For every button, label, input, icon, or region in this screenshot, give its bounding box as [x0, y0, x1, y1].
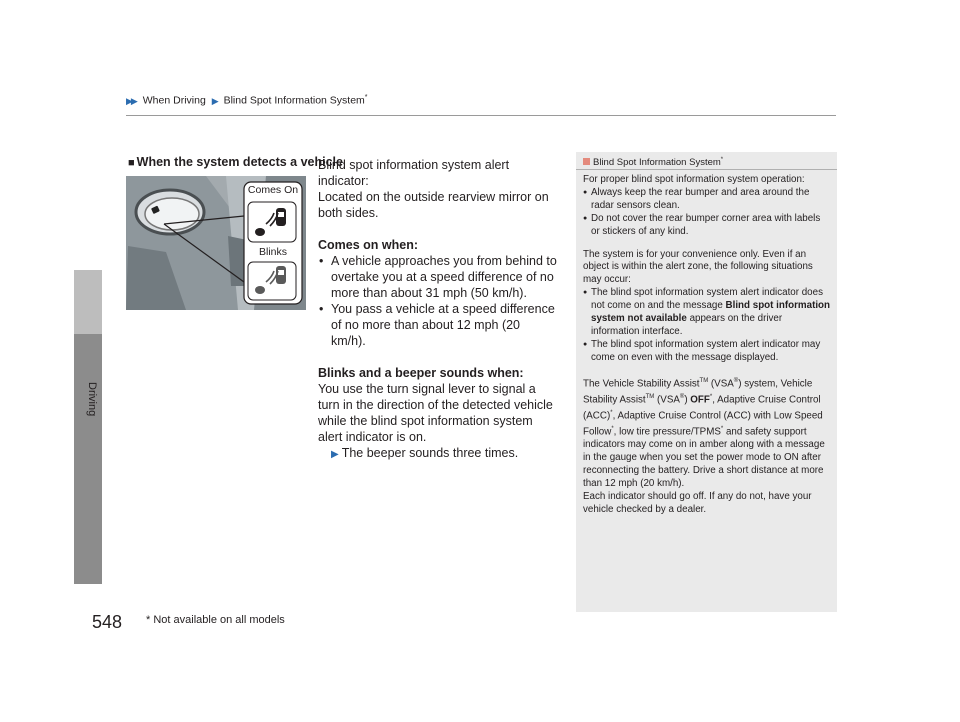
comes-on-label: Comes On	[247, 184, 299, 196]
note-bullet: ● Always keep the rear bumper and area around the radar sensors clean.	[583, 187, 831, 213]
note-panel-title	[583, 157, 723, 168]
breadcrumb-item-when-driving[interactable]: When Driving	[142, 94, 206, 107]
heading-text: When the system detects a vehicle	[136, 155, 343, 169]
section-heading	[128, 155, 343, 169]
availability-mark: *	[364, 94, 368, 101]
side-tab-text: Driving	[86, 382, 98, 417]
arrow-icon: ▶	[331, 449, 339, 460]
breadcrumb-arrow-icon: ▶	[211, 95, 217, 106]
bullet-item: • A vehicle approaches you from behind to overtake you at a speed difference of no more than about 31 mph (50 km/h).	[318, 253, 558, 301]
reference-icon	[583, 158, 590, 165]
breadcrumb	[126, 94, 368, 107]
breadcrumb-item-blind-spot[interactable]: Blind Spot Information System	[223, 94, 365, 107]
blinks-label: Blinks	[258, 246, 287, 258]
note-title-text: Blind Spot Information System	[593, 157, 721, 169]
note-final: Each indicator should go off. If any do not, have your vehicle checked by a dealer.	[583, 491, 812, 515]
mirror-indicator-figure	[126, 176, 306, 310]
note-convenience: The system is for your convenience only. Even if an object is within the alert zone, the following situations may occur:	[583, 248, 813, 286]
main-text	[318, 157, 558, 463]
mirror-illustration	[126, 176, 306, 310]
beeper-note-text: The beeper sounds three times.	[341, 446, 519, 460]
availability-mark: *	[720, 157, 724, 163]
note-panel-text	[583, 174, 831, 517]
side-tab	[74, 334, 102, 584]
beeper-note	[318, 445, 558, 463]
intro-line-1: Blind spot information system alert indicator:	[318, 158, 510, 188]
heading-square-icon: ■	[128, 157, 135, 169]
note-situation-2: ● The blind spot information system alert indicator may come on even with the message displayed.	[583, 339, 831, 365]
note-panel-rule	[576, 169, 837, 170]
intro-line-2: Located on the outside rearview mirror on both sides.	[318, 190, 549, 220]
note-op-intro: For proper blind spot information system operation:	[583, 174, 805, 185]
header-rule	[126, 115, 836, 116]
side-tab-upper	[74, 270, 102, 334]
note-bullet: ● Do not cover the rear bumper corner area with labels or stickers of any kind.	[583, 213, 831, 239]
comes-on-title: Comes on when:	[318, 238, 419, 252]
note-vsa-paragraph: The Vehicle Stability Assist™ (VSA®) system, Vehicle Stability Assist™ (VSA®) OFF*, Adaptive Cruise Control (ACC)*, Adaptive Cruise Control (ACC) with Low Speed Follow*, low tire pressure/TPMS* and safety support indicators may come on in amber along with a message in the gauge when you set the power mode to ON after reconnecting the battery. Drive a short distance at more than 12 mph (20 km/h).	[583, 377, 825, 490]
note-situation-1: ● The blind spot information system alert indicator does not come on and the message Blind spot information system not available appears on the driver information interface.	[583, 287, 831, 339]
page-number: 548	[92, 612, 123, 632]
side-tab-label	[68, 382, 108, 442]
footnote: * Not available on all models	[146, 614, 285, 626]
bullet-item: • You pass a vehicle at a speed difference of no more than about 12 mph (20 km/h).	[318, 301, 558, 349]
breadcrumb-arrow-icon: ▶▶	[126, 95, 136, 106]
blinks-title: Blinks and a beeper sounds when:	[318, 366, 524, 380]
blinks-text: You use the turn signal lever to signal a turn in the direction of the detected vehicle while the blind spot information system alert indicator is on.	[318, 382, 553, 444]
